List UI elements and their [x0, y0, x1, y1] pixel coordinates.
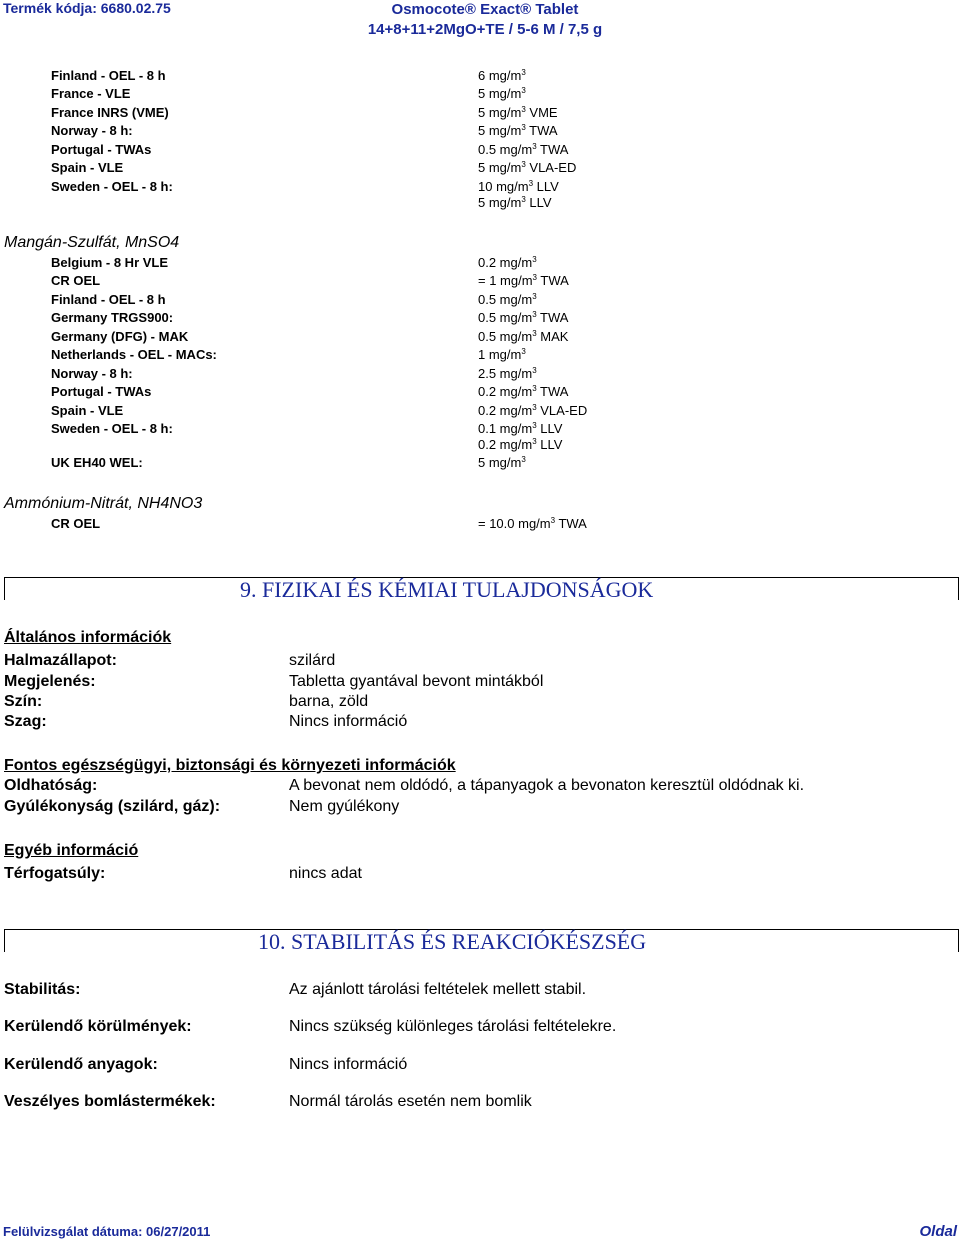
exposure-label: Germany (DFG) - MAK	[51, 329, 189, 344]
exposure-label: Germany TRGS900:	[51, 310, 174, 325]
property-value: Az ajánlott tárolási feltételek mellett stabil.	[289, 981, 587, 998]
exposure-value: = 10.0 $mg/m^3$ TWA	[478, 516, 587, 531]
property-label: Kerülendő anyagok:	[4, 1056, 158, 1073]
exposure-label: Spain - VLE	[51, 160, 124, 175]
exposure-value: 0.5 $mg/m^3$ TWA	[478, 310, 569, 325]
substance-name: Mangán-Szulfát, MnSO4	[4, 234, 180, 251]
exposure-label: Portugal - TWAs	[51, 142, 152, 157]
property-label: Veszélyes bomlástermékek:	[4, 1093, 216, 1110]
exposure-value: 5 $mg/m^3$ VLA-ED	[478, 160, 577, 175]
substance-name: Ammónium-Nitrát, NH4NO3	[4, 495, 203, 512]
document-title: Osmocote® Exact® Tablet	[391, 1, 579, 18]
property-value: A bevonat nem oldódó, a tápanyagok a bevonaton keresztül oldódnak ki.	[289, 777, 805, 794]
property-label: Gyúlékonyság (szilárd, gáz):	[4, 798, 221, 815]
exposure-label: Belgium - 8 Hr VLE	[51, 255, 169, 270]
property-value: Normál tárolás esetén nem bomlik	[289, 1093, 532, 1110]
property-label: Szag:	[4, 713, 47, 730]
exposure-value: 0.1 $mg/m^3$ LLV	[478, 421, 563, 436]
revision-date: Felülvizsgálat dátuma: 06/27/2011	[3, 1224, 211, 1239]
property-label: Stabilitás:	[4, 981, 81, 998]
other-info-heading: Egyéb információ	[4, 842, 139, 859]
exposure-label: Norway - 8 h:	[51, 123, 133, 138]
property-value: Tabletta gyantával bevont mintákból	[289, 673, 544, 690]
general-info-heading: Általános információk	[4, 629, 172, 646]
property-value: Nincs szükség különleges tárolási feltételekre.	[289, 1018, 617, 1035]
exposure-value: 0.5 $mg/m^3$ TWA	[478, 142, 569, 157]
exposure-value: 0.2 $mg/m^3$ LLV	[478, 437, 563, 452]
property-value: Nincs információ	[289, 713, 408, 730]
exposure-value: 0.2 $mg/m^3$	[478, 255, 537, 270]
exposure-value: 0.2 $mg/m^3$ VLA-ED	[478, 403, 588, 418]
exposure-value: = 1 $mg/m^3$ TWA	[478, 273, 569, 288]
health-info-heading: Fontos egészségügyi, biztonsági és környezeti információk	[4, 757, 456, 774]
product-code: Termék kódja: 6680.02.75	[3, 0, 171, 16]
exposure-value: 5 $mg/m^3$ LLV	[478, 195, 552, 210]
property-label: Oldhatóság:	[4, 777, 98, 794]
exposure-label: Norway - 8 h:	[51, 366, 133, 381]
exposure-value: 10 $mg/m^3$ LLV	[478, 179, 559, 194]
exposure-label: Netherlands - OEL - MACs:	[51, 347, 217, 362]
exposure-label: France INRS (VME)	[51, 105, 169, 120]
exposure-value: 5 $mg/m^3$	[478, 455, 526, 470]
property-value: barna, zöld	[289, 693, 369, 710]
property-label: Szín:	[4, 693, 43, 710]
exposure-value: 0.2 $mg/m^3$ TWA	[478, 384, 569, 399]
document-subtitle: 14+8+11+2MgO+TE / 5-6 M / 7,5 g	[367, 21, 603, 38]
exposure-label: Spain - VLE	[51, 403, 124, 418]
property-value: Nincs információ	[289, 1056, 408, 1073]
exposure-value: 0.5 $mg/m^3$ MAK	[478, 329, 569, 344]
exposure-value: 6 $mg/m^3$	[478, 68, 526, 83]
exposure-label: Portugal - TWAs	[51, 384, 152, 399]
exposure-label: Sweden - OEL - 8 h:	[51, 179, 173, 194]
exposure-value: 2.5 $mg/m^3$	[478, 366, 537, 381]
exposure-value: 5 $mg/m^3$	[478, 86, 526, 101]
property-label: Halmazállapot:	[4, 652, 117, 669]
exposure-value: 5 $mg/m^3$ VME	[478, 105, 558, 120]
exposure-value: 5 $mg/m^3$ TWA	[478, 123, 558, 138]
exposure-label: CR OEL	[51, 273, 101, 288]
exposure-label: CR OEL	[51, 516, 101, 531]
exposure-value: 0.5 $mg/m^3$	[478, 292, 537, 307]
property-label: Megjelenés:	[4, 673, 96, 690]
property-value: Nem gyúlékony	[289, 798, 400, 815]
page-label: Oldal	[919, 1223, 957, 1240]
property-label: Térfogatsúly:	[4, 865, 106, 882]
property-label: Kerülendő körülmények:	[4, 1018, 192, 1035]
exposure-label: Finland - OEL - 8 h	[51, 68, 166, 83]
property-value: nincs adat	[289, 865, 362, 882]
exposure-label: UK EH40 WEL:	[51, 455, 143, 470]
exposure-value: 1 $mg/m^3$	[478, 347, 526, 362]
exposure-label: France - VLE	[51, 86, 131, 101]
property-value: szilárd	[289, 652, 336, 669]
section-10-title: 10. STABILITÁS ÉS REAKCIÓKÉSZSÉG	[258, 929, 647, 954]
exposure-label: Sweden - OEL - 8 h:	[51, 421, 173, 436]
section-9-title: 9. FIZIKAI ÉS KÉMIAI TULAJDONSÁGOK	[240, 577, 654, 602]
exposure-label: Finland - OEL - 8 h	[51, 292, 166, 307]
